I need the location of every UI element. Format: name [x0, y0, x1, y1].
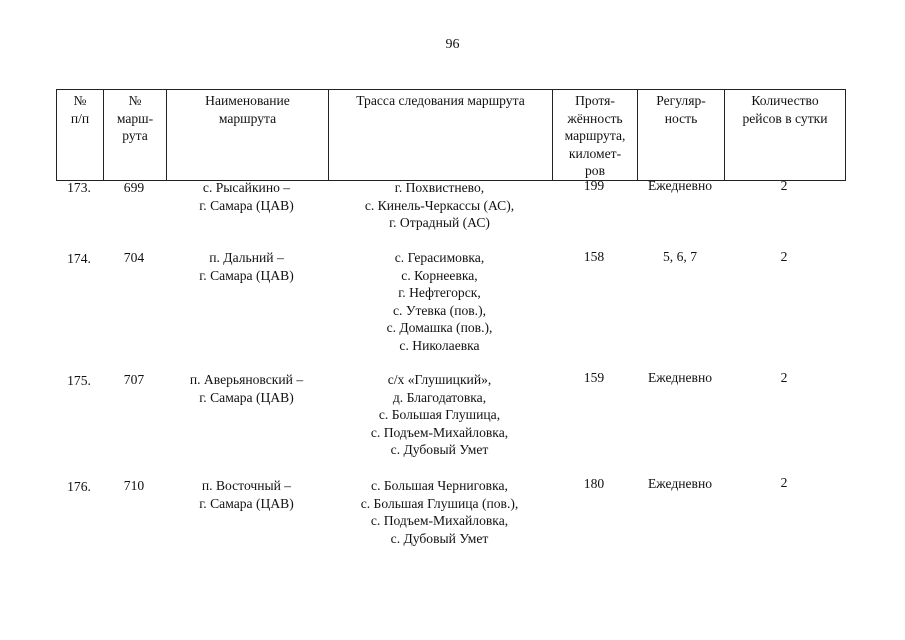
route-name-line: г. Самара (ЦАВ)	[199, 389, 294, 405]
regularity: 5, 6, 7	[663, 249, 697, 264]
route-name	[166, 249, 327, 284]
header-row-number	[57, 90, 104, 181]
header-trips-per-day	[725, 90, 846, 181]
header-line: километ-	[568, 145, 622, 161]
route-name-line: г. Самара (ЦАВ)	[199, 495, 294, 511]
header-route-path	[329, 90, 553, 181]
route-length: 180	[583, 476, 605, 491]
route-length: 158	[583, 249, 605, 264]
trips-per-day: 2	[780, 249, 788, 264]
route-path-line: г. Похвистнево,	[394, 180, 485, 195]
trips-per-day: 2	[780, 178, 788, 193]
header-line: №	[128, 93, 142, 108]
route-path-line: с. Подъем-Михайловка,	[370, 513, 509, 528]
header-line: Трасса следования маршрута	[356, 93, 525, 108]
row-number: 176.	[67, 479, 91, 494]
header-line: №	[73, 93, 87, 108]
route-path-line: с. Дубовый Умет	[390, 530, 489, 546]
route-name-line: г. Самара (ЦАВ)	[199, 197, 294, 213]
regularity: Ежедневно	[647, 476, 713, 491]
header-line: Наименование	[205, 93, 290, 108]
route-path-line: с. Николаевка	[399, 337, 480, 353]
route-path-line: с. Большая Глушица,	[378, 407, 501, 422]
header-line: рута	[122, 128, 148, 143]
route-path	[328, 477, 551, 547]
route-path-line: г. Отрадный (АС)	[389, 215, 490, 230]
route-length: 159	[583, 370, 605, 385]
header-line: ность	[664, 110, 698, 126]
header-line: маршрута	[218, 110, 277, 126]
header-line: рейсов в сутки	[742, 110, 828, 126]
route-path	[328, 179, 551, 232]
route-name	[166, 371, 327, 406]
route-name-line: г. Самара (ЦАВ)	[199, 267, 294, 283]
table-header	[56, 89, 846, 181]
route-path-line: с. Кинель-Черкассы (АС),	[364, 197, 515, 213]
route-path-line: с/х «Глушицкий»,	[387, 372, 492, 387]
page-number: 96	[445, 37, 460, 52]
regularity: Ежедневно	[647, 370, 713, 385]
route-name	[166, 179, 327, 214]
route-path-line: с. Большая Глушица (пов.),	[360, 495, 519, 511]
route-path-line: г. Нефтегорск,	[398, 285, 481, 300]
route-name-line: п. Аверьяновский –	[189, 372, 304, 387]
route-name-line: п. Дальний –	[209, 250, 284, 265]
route-name	[166, 477, 327, 512]
header-line: Количество	[751, 93, 819, 108]
route-path-line: с. Домашка (пов.),	[386, 320, 493, 335]
header-route-name	[167, 90, 329, 181]
header-line: ров	[584, 163, 605, 178]
header-line: Протя-	[575, 93, 615, 108]
route-path-line: с. Утевка (пов.),	[392, 302, 487, 318]
route-number: 710	[123, 478, 145, 493]
route-path-line: с. Корнеевка,	[401, 267, 478, 283]
route-length: 199	[583, 178, 605, 193]
row-number: 174.	[67, 251, 91, 266]
route-path-line: с. Большая Черниговка,	[371, 478, 508, 493]
header-regularity	[638, 90, 725, 181]
trips-per-day: 2	[780, 370, 788, 385]
route-number: 699	[123, 180, 145, 195]
route-path-line: с. Подъем-Михайловка,	[370, 424, 509, 440]
header-line: п/п	[70, 110, 90, 126]
regularity: Ежедневно	[647, 178, 713, 193]
header-line: маршрута,	[564, 128, 626, 143]
route-number: 707	[123, 372, 145, 387]
route-path-line: с. Дубовый Умет	[390, 442, 489, 457]
route-name-line: п. Восточный –	[201, 478, 292, 493]
route-path	[328, 371, 551, 459]
route-number: 704	[123, 250, 145, 265]
route-path	[328, 249, 551, 354]
header-route-number	[104, 90, 167, 181]
route-path-line: с. Герасимовка,	[394, 250, 485, 265]
header-line: жённость	[567, 110, 623, 126]
header-length	[553, 90, 638, 181]
header-line: марш-	[116, 110, 154, 126]
row-number: 175.	[67, 373, 91, 388]
header-line: Регуляр-	[656, 93, 706, 108]
trips-per-day: 2	[780, 475, 788, 490]
row-number: 173.	[67, 180, 91, 195]
route-name-line: с. Рысайкино –	[202, 180, 291, 195]
route-path-line: д. Благодатовка,	[392, 389, 487, 405]
